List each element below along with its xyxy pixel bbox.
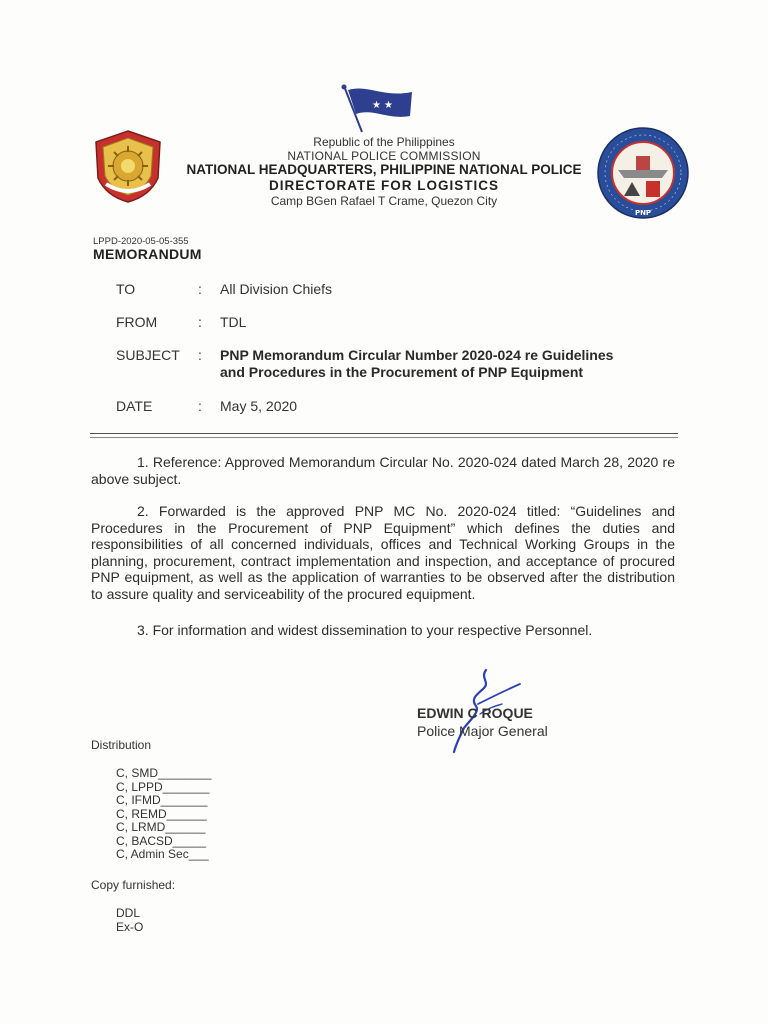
subject-colon: : (198, 347, 202, 363)
signatory-title: Police Major General (417, 723, 548, 739)
from-colon: : (198, 314, 202, 330)
date-colon: : (198, 398, 202, 414)
subject-label: SUBJECT (116, 347, 180, 363)
list-item: C, Admin Sec___ (116, 847, 209, 861)
paragraph-3 (91, 622, 675, 639)
paragraph-3-text: 3. For information and widest dissemination to your respective Personnel. (137, 622, 593, 638)
to-value: All Division Chiefs (220, 281, 333, 297)
paragraph-1 (91, 454, 675, 487)
subject-line-1: PNP Memorandum Circular Number 2020-024 re Guidelines (220, 347, 614, 363)
memorandum-title: MEMORANDUM (93, 246, 202, 262)
paragraph-2 (91, 503, 675, 602)
paragraph-1-text: 1. Reference: Approved Memorandum Circular No. 2020-024 dated March 28, 2020 re above subject. (91, 454, 675, 487)
header-napolcom: NATIONAL POLICE COMMISSION (287, 149, 481, 163)
paragraph-2-text: 2. Forwarded is the approved PNP MC No. 2020-024 titled: “Guidelines and Procedures in the Procurement of PNP Equipment” which defines the duties and responsibilities of all concerned individuals, offices and Technical Working Groups in the planning, procurement, contract implementation and inspection, and acceptance of procured PNP equipment, as well as the application of warranties to be observed after the distribution to assure quality and serviceability of the procured equipment. (91, 503, 675, 602)
copy-furnished-list (116, 907, 143, 934)
list-item: DDL (116, 906, 141, 920)
list-item: C, SMD________ (116, 766, 212, 780)
distribution-title: Distribution (91, 738, 152, 752)
header-republic: Republic of the Philippines (313, 135, 455, 149)
subject-line-2: and Procedures in the Procurement of PNP Equipment (220, 364, 584, 380)
list-item: C, IFMD_______ (116, 793, 208, 807)
list-item: C, BACSD_____ (116, 833, 207, 848)
list-item: C, REMD______ (116, 806, 207, 821)
copy-furnished-title: Copy furnished: (91, 878, 176, 892)
subject-value (220, 347, 690, 381)
from-label: FROM (116, 314, 158, 330)
to-label: TO (116, 281, 136, 297)
from-value: TDL (220, 314, 247, 330)
signatory-name: EDWIN C ROQUE (417, 705, 533, 721)
general-star-flag-icon (338, 84, 418, 139)
list-item: C, LRMD______ (116, 820, 206, 834)
date-value: May 5, 2020 (220, 398, 298, 414)
header-divider-secondary (90, 437, 678, 438)
header-national-headquarters: NATIONAL HEADQUARTERS, PHILIPPINE NATIONAL POLICE (186, 162, 582, 177)
svg-text:★: ★ (384, 100, 393, 111)
header-divider (90, 433, 678, 434)
list-item: Ex-O (116, 919, 144, 934)
svg-text:★: ★ (372, 100, 381, 111)
to-colon: : (198, 281, 202, 297)
header-address: Camp BGen Rafael T Crame, Quezon City (270, 194, 498, 208)
header-directorate: DIRECTORATE FOR LOGISTICS (268, 178, 499, 193)
date-label: DATE (116, 398, 153, 414)
reference-number: LPPD-2020-05-05-355 (93, 236, 189, 247)
svg-text:PNP: PNP (634, 209, 652, 217)
list-item: C, LPPD_______ (116, 779, 210, 794)
distribution-list (116, 767, 211, 862)
